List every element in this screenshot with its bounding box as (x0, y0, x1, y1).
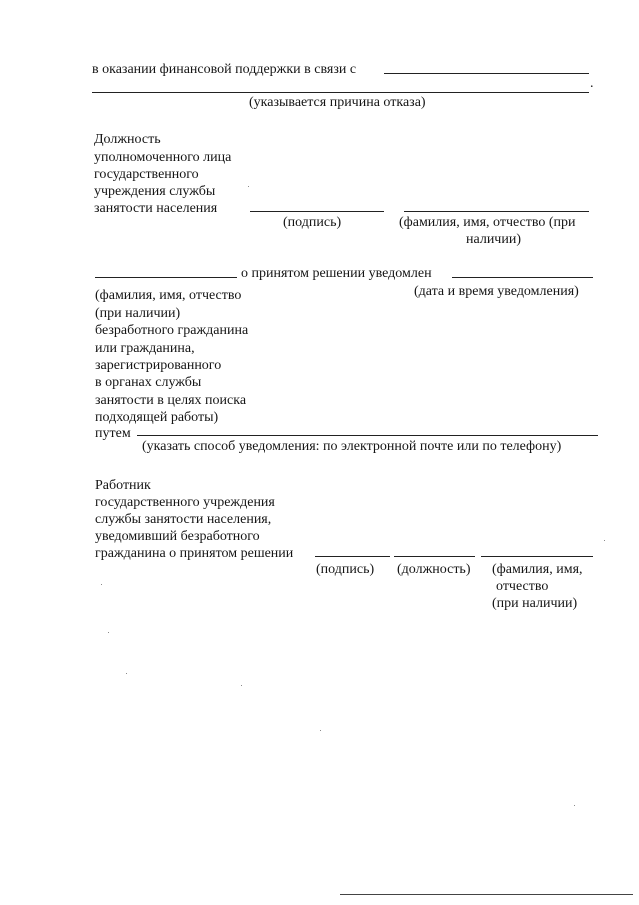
worker-title-line: государственного учреждения (95, 495, 275, 510)
official-title-line: государственного (94, 167, 199, 182)
notified-person-caption-line: в органах службы (95, 375, 202, 390)
scan-speck (126, 673, 127, 674)
official-name-line (404, 211, 589, 212)
method-label: путем (95, 426, 131, 441)
refusal-end-dot: . (590, 76, 594, 91)
official-signature-line (250, 211, 384, 212)
official-title-line: учреждения службы (94, 184, 216, 199)
worker-title-line: Работник (95, 478, 151, 493)
worker-position-line (394, 556, 475, 557)
worker-name-line (481, 556, 593, 557)
notification-method-line (137, 435, 598, 436)
refusal-reason-caption: (указывается причина отказа) (249, 95, 426, 110)
worker-title-line: службы занятости населения, (95, 512, 272, 527)
official-title-line: Должность (94, 132, 161, 147)
notified-person-caption-line: безработного гражданина (95, 323, 249, 338)
notified-person-caption-line: или гражданина, (95, 341, 195, 356)
official-title-line: уполномоченного лица (94, 150, 232, 165)
scan-speck (604, 540, 605, 541)
official-name-caption: (фамилия, имя, отчество (при (399, 215, 576, 230)
refusal-reason-line (384, 73, 589, 74)
notification-method-caption: (указать способ уведомления: по электронной почте или по телефону) (142, 439, 562, 454)
official-name-caption-cont: наличии) (466, 232, 521, 247)
scan-speck (101, 584, 102, 585)
notified-person-line (95, 277, 237, 278)
bottom-edge-line (340, 894, 633, 895)
scan-speck (574, 805, 575, 806)
worker-signature-caption: (подпись) (316, 562, 375, 577)
worker-title-line: гражданина о принятом решении (95, 546, 294, 561)
notification-datetime-line (452, 277, 593, 278)
notified-person-caption-line: (фамилия, имя, отчество (95, 288, 242, 303)
notified-person-caption-line: (при наличии) (95, 306, 181, 321)
refusal-reason-text: в оказании финансовой поддержки в связи с (92, 62, 357, 77)
notified-text: о принятом решении уведомлен (241, 266, 432, 281)
notified-person-caption-line: подходящей работы) (95, 410, 219, 425)
official-signature-caption: (подпись) (283, 215, 342, 230)
scan-speck (241, 685, 242, 686)
notified-person-caption-line: занятости в целях поиска (95, 393, 247, 408)
scan-speck (108, 632, 109, 633)
notified-person-caption-line: зарегистрированного (95, 358, 222, 373)
scan-speck (320, 730, 321, 731)
worker-signature-line (315, 556, 390, 557)
worker-name-caption-line: (при наличии) (492, 596, 578, 611)
worker-title-line: уведомивший безработного (95, 529, 260, 544)
notification-datetime-caption: (дата и время уведомления) (414, 284, 579, 299)
worker-position-caption: (должность) (397, 562, 471, 577)
official-title-line: занятости населения (94, 201, 218, 216)
worker-name-caption-line: отчество (496, 579, 549, 594)
scan-speck (248, 186, 249, 187)
refusal-reason-line-2 (92, 92, 589, 93)
worker-name-caption-line: (фамилия, имя, (492, 562, 583, 577)
